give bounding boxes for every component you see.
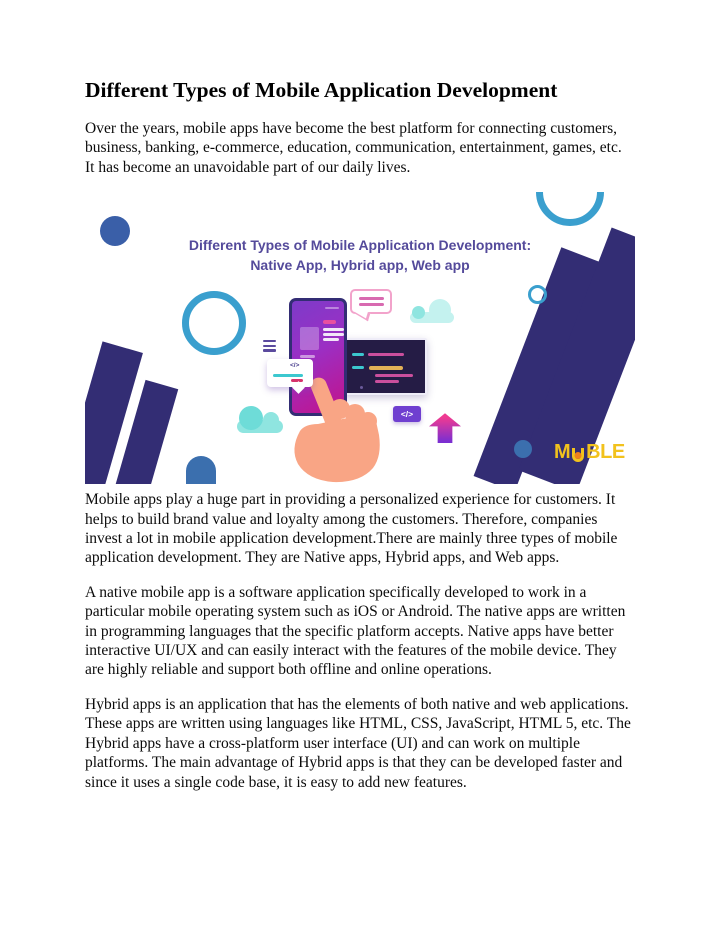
code-line <box>352 353 364 356</box>
cloud-icon <box>237 420 283 433</box>
phone-status-line <box>325 307 339 309</box>
hybrid-apps-paragraph: Hybrid apps is an application that has the elements of both native and web applications. These apps are written using languages like HTML, CSS, JavaScript, HTML 5, etc. The Hybrid apps have a cross-platform user interface (UI) and can work on multiple platforms. The main advantage of Hybrid apps is that they can be developed faster and since it uses a single code base, it is easy to add new features. <box>85 695 631 791</box>
brand-logo <box>554 441 625 463</box>
phone-text-line <box>323 338 339 341</box>
cloud-icon <box>410 312 454 323</box>
article-illustration <box>85 192 635 484</box>
ring-decoration <box>182 291 246 355</box>
chat-bubble-icon <box>350 289 392 314</box>
phone-text-highlight <box>323 320 336 324</box>
phone-text-line <box>323 333 344 336</box>
code-line <box>369 366 403 370</box>
phone-image-placeholder <box>300 327 319 350</box>
intro-paragraph: Over the years, mobile apps have become the best platform for connecting customers, business, banking, e-commerce, education, communication, entertainment, games, etc. It has become an unavoidable part of our daily lives. <box>85 120 622 176</box>
native-apps-paragraph: A native mobile app is a software application specifically developed to work in a particular mobile operating system such as iOS or Android. The native apps are written in programming languages that the specific platform accepts. Native apps have better interactive UI/UX and can easily interact with the features of the mobile device. They are highly reliable and support both offline and online operations. <box>85 583 626 679</box>
logo-letters: BLE <box>586 441 625 464</box>
illustration-heading-line2: Native App, Hybrid app, Web app <box>250 257 470 274</box>
logo-dot <box>575 452 582 459</box>
code-badge: </> <box>393 406 421 422</box>
phone-text-line <box>300 355 315 358</box>
page-title: Different Types of Mobile Application Development <box>85 78 558 102</box>
illustration-heading <box>85 235 635 275</box>
bubble-text-line <box>291 379 303 382</box>
ring-arc-decoration <box>536 192 604 226</box>
hamburger-menu-icon <box>263 340 276 354</box>
half-circle-decoration <box>186 456 216 484</box>
logo-letter: M <box>554 441 571 464</box>
bubble-text-line <box>273 374 303 377</box>
code-bubble-icon <box>267 359 313 387</box>
code-line <box>368 353 404 356</box>
code-glyph: </> <box>290 362 300 370</box>
arrow-up-icon <box>429 413 461 443</box>
bubble-text-line <box>359 297 384 300</box>
logo-bubble-u-icon <box>572 448 584 462</box>
overview-paragraph: Mobile apps play a huge part in providing a personalized experience for customers. It helps to build brand value and loyalty among the customers. Therefore, companies invest a lot in mobile application development.There are mainly three types of mobile application development. They are Native apps, Hybrid apps, and Web apps. <box>85 491 618 567</box>
illustration-heading-line1: Different Types of Mobile Application Development: <box>188 237 532 254</box>
phone-text-line <box>323 328 344 331</box>
bubble-text-line <box>359 303 384 306</box>
code-line <box>352 366 364 369</box>
